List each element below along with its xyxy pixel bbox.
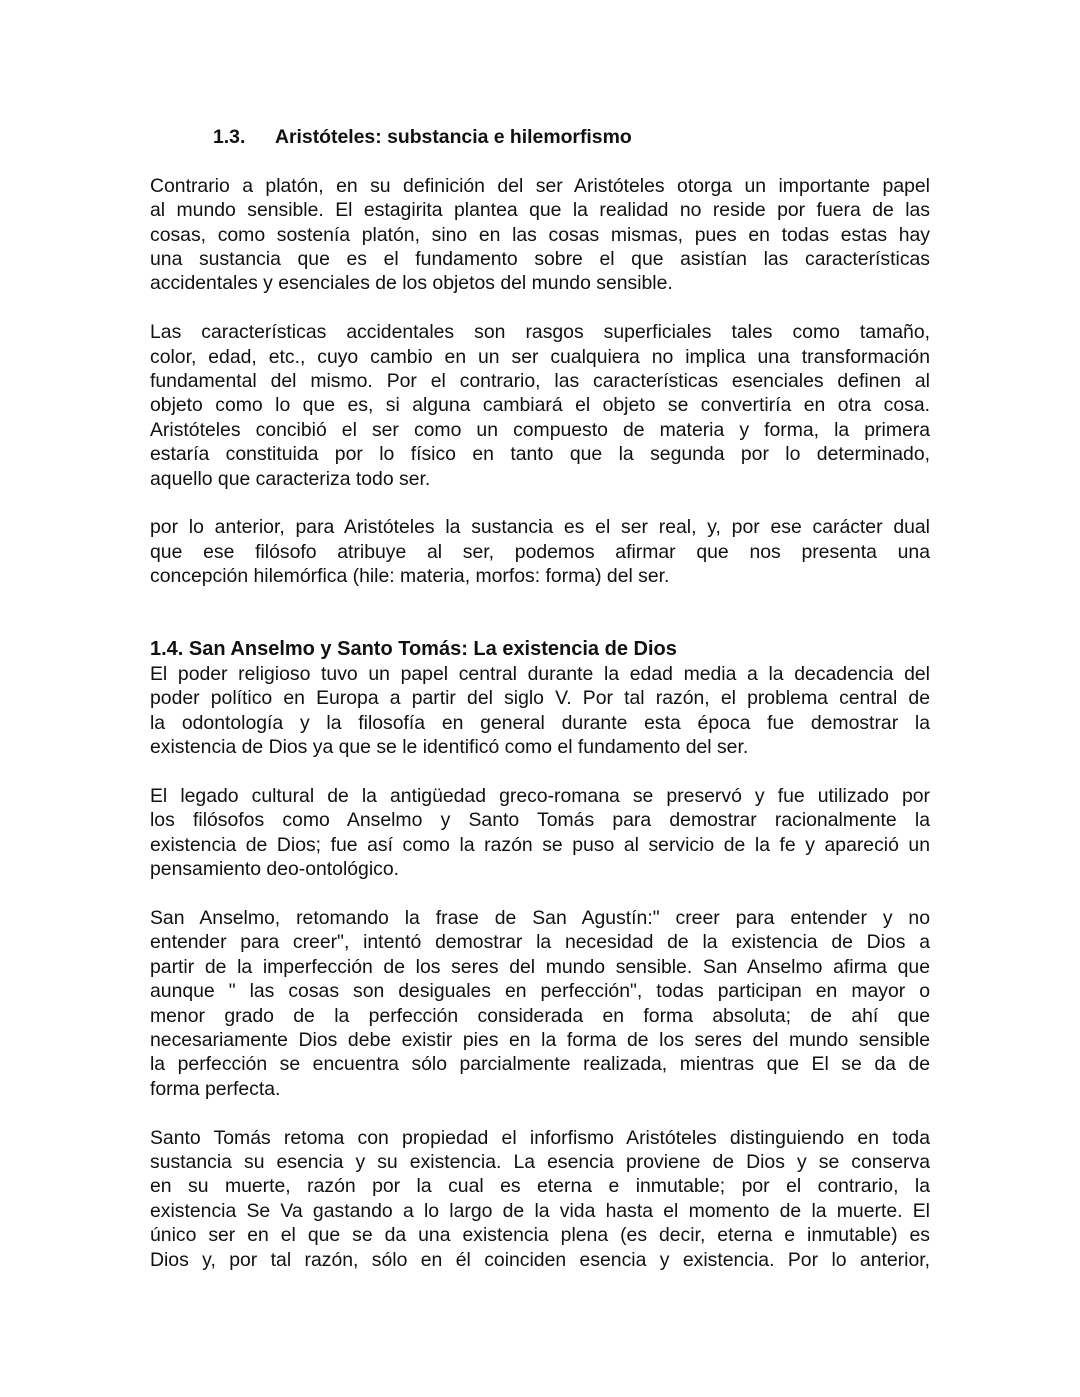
text-line: accidentales y esenciales de los objetos del mundo sensible. — [150, 272, 673, 295]
text-line: único ser en el que se da una existencia plena (es decir, eterna e inmutable) es — [150, 1224, 930, 1247]
text-line: El poder religioso tuvo un papel central durante la edad media a la decadencia del — [150, 662, 930, 685]
text-line: forma perfecta. — [150, 1077, 281, 1100]
section-1-4-heading: 1.4. San Anselmo y Santo Tomás: La existencia de Dios — [150, 638, 677, 661]
text-line: aunque " las cosas son desiguales en perfección", todas participan en mayor o — [150, 980, 930, 1003]
text-line: cosas, como sostenía platón, sino en las cosas mismas, pues en todas estas hay — [150, 223, 930, 246]
section-1-4-body — [150, 662, 930, 1272]
text-line: al mundo sensible. El estagirita plantea que la realidad no reside por fuera de las — [150, 199, 930, 222]
text-line: por lo anterior, para Aristóteles la sustancia es el ser real, y, por ese carácter dual — [150, 516, 930, 539]
text-line: los filósofos como Anselmo y Santo Tomás para demostrar racionalmente la — [150, 809, 930, 832]
text-line: Aristóteles concibió el ser como un compuesto de materia y forma, la primera — [150, 418, 930, 441]
text-line: entender para creer", intentó demostrar la necesidad de la existencia de Dios a — [150, 931, 930, 954]
paragraph — [150, 174, 930, 296]
text-line: menor grado de la perfección considerada en forma absoluta; de ahí que — [150, 1004, 930, 1027]
section-number: 1.3. — [213, 126, 246, 148]
text-line: El legado cultural de la antigüedad greco-romana se preservó y fue utilizado por — [150, 784, 930, 807]
section-1-3-heading — [150, 125, 930, 149]
text-line: existencia Se Va gastando a lo largo de la vida hasta el momento de la muerte. El — [150, 1199, 930, 1222]
paragraph — [150, 662, 930, 760]
text-line: sustancia su esencia y su existencia. La esencia proviene de Dios y se conserva — [150, 1150, 930, 1173]
section-1-3-body — [150, 174, 930, 589]
paragraph — [150, 906, 930, 1101]
text-line: pensamiento deo-ontológico. — [150, 858, 400, 881]
section-title: Aristóteles: substancia e hilemorfismo — [275, 126, 632, 148]
text-line: una sustancia que es el fundamento sobre el que asistían las características — [150, 248, 930, 270]
text-line: existencia de Dios ya que se le identificó como el fundamento del ser. — [150, 736, 749, 759]
text-line: en su muerte, razón por la cual es eterna e inmutable; por el contrario, la — [150, 1175, 930, 1198]
text-line: San Anselmo, retomando la frase de San Agustín:" creer para entender y no — [150, 906, 930, 929]
paragraph — [150, 515, 930, 588]
text-line: poder político en Europa a partir del siglo V. Por tal razón, el problema central de — [150, 687, 930, 710]
text-line: color, edad, etc., cuyo cambio en un ser cualquiera no implica una transformación — [150, 345, 930, 368]
text-line: Las características accidentales son rasgos superficiales tales como tamaño, — [150, 321, 930, 344]
paragraph — [150, 320, 930, 491]
text-line: partir de la imperfección de los seres del mundo sensible. San Anselmo afirma que — [150, 955, 930, 978]
text-line: existencia de Dios; fue así como la razón se puso al servicio de la fe y apareció un — [150, 833, 930, 856]
text-line: concepción hilemórfica (hile: materia, morfos: forma) del ser. — [150, 565, 670, 588]
text-line: la perfección se encuentra sólo parcialmente realizada, mientras que El se da de — [150, 1053, 930, 1076]
text-line: necesariamente Dios debe existir pies en la forma de los seres del mundo sensible — [150, 1028, 930, 1051]
text-line: Dios y, por tal razón, sólo en él coinciden esencia y existencia. Por lo anterior, — [150, 1248, 930, 1271]
text-line: Santo Tomás retoma con propiedad el inforfismo Aristóteles distinguiendo en toda — [150, 1126, 930, 1149]
paragraph — [150, 784, 930, 882]
text-line: objeto como lo que es, si alguna cambiará el objeto se convertiría en otra cosa. — [150, 394, 930, 417]
text-line: estaría constituida por lo físico en tanto que la segunda por lo determinado, — [150, 443, 930, 466]
document-page — [150, 125, 930, 1296]
text-line: Contrario a platón, en su definición del ser Aristóteles otorga un importante papel — [150, 174, 930, 197]
paragraph — [150, 1126, 930, 1272]
text-line: que ese filósofo atribuye al ser, podemos afirmar que nos presenta una — [150, 540, 930, 563]
text-line: la odontología y la filosofía en general durante esta época fue demostrar la — [150, 711, 930, 734]
text-line: aquello que caracteriza todo ser. — [150, 467, 431, 490]
text-line: fundamental del mismo. Por el contrario, las características esenciales definen al — [150, 370, 930, 393]
